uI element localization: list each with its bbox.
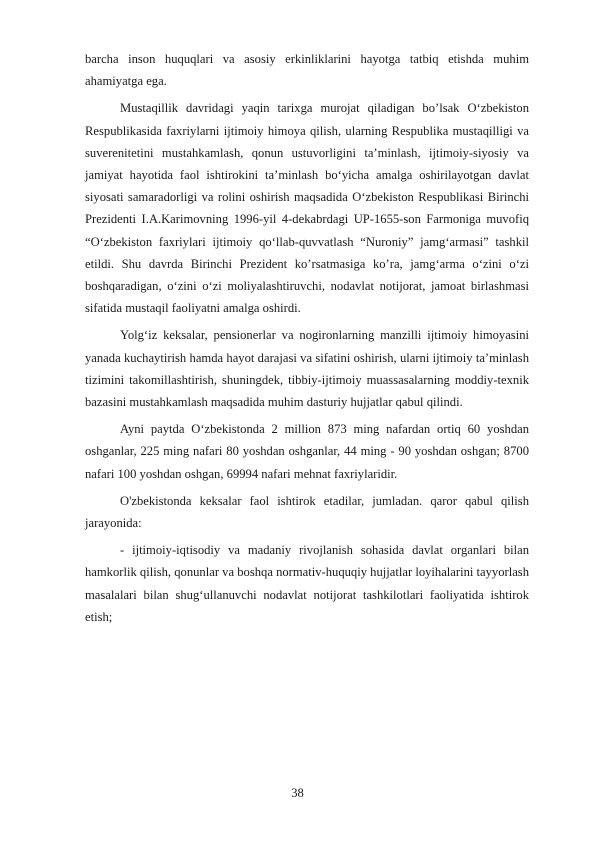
paragraph-continuation: barcha inson huquqlari va asosiy erkinliklarini hayotga tatbiq etishda muhim ahamiyatga ega.	[85, 52, 529, 89]
document-body	[85, 48, 529, 633]
paragraph-statistics: Ayni paytda O‘zbekistonda 2 million 873 ming nafardan ortiq 60 yoshdan oshganlar, 225 ming nafari 80 yoshdan oshganlar, 44 ming - 90 yoshdan oshgan; 8700 nafari 100 yoshdan oshgan, 69994 nafari mehnat faxriylaridir.	[85, 422, 529, 481]
paragraph-social-protection: Yolg‘iz keksalar, pensionerlar va nogironlarning manzilli ijtimoiy himoyasini yanada kuchaytirish hamda hayot darajasi va sifatini oshirish, ularni ijtimoiy ta’minlash tizimini takomillashtirish, shuningdek, tibbiy-ijtimoiy muassasalarning moddiy-texnik bazasini mustahkamlash maqsadida muhim dasturiy hujjatlar qabul qilindi.	[85, 328, 529, 410]
paragraph-list-item: - ijtimoiy-iqtisodiy va madaniy rivojlanish sohasida davlat organlari bilan hamkorlik qilish, qonunlar va boshqa normativ-huquqiy hujjatlar loyihalarini tayyorlash masalalari bilan shug‘ullanuvchi nodavlat notijorat tashkilotlari faoliyatida ishtirok etish;	[85, 543, 529, 624]
page-number: 38	[291, 786, 304, 800]
paragraph-participation: O'zbekistonda keksalar faol ishtirok etadilar, jumladan. qaror qabul qilish jarayonida:	[85, 493, 529, 531]
paragraph-nuroniy-fund: Mustaqillik davridagi yaqin tarixga murojat qiladigan bo’lsak O‘zbekiston Respublikasida faxriylarni ijtimoiy himoya qilish, ularning Respublika mustaqilligi va suverenitetini mustahkamlash, qonun ustuvorligini ta’minlash, ijtimoiy-siyosiy va jamiyat hayotida faol ishtirokini ta’minlash bo‘yicha amalga oshirilayotgan davlat siyosati samaradorligi va rolini oshirish maqsadida O‘zbekiston Respublikasi Birinchi Prezidenti I.A.Karimovning 1996-yil 4-dekabrdagi UP-1655-son Farmoniga muvofiq “O‘zbekiston faxriylari ijtimoiy qo‘llab-quvvatlash “Nuroniy” jamg‘armasi” tashkil etildi. Shu davrda Birinchi Prezident ko’rsatmasiga ko’ra, jamg‘arma o‘zini o‘zi boshqaradigan, o‘zini o‘zi moliyalashtiruvchi, nodavlat notijorat, jamoat birlashmasi sifatida mustaqil faoliyatni amalga oshirdi.	[85, 101, 529, 316]
